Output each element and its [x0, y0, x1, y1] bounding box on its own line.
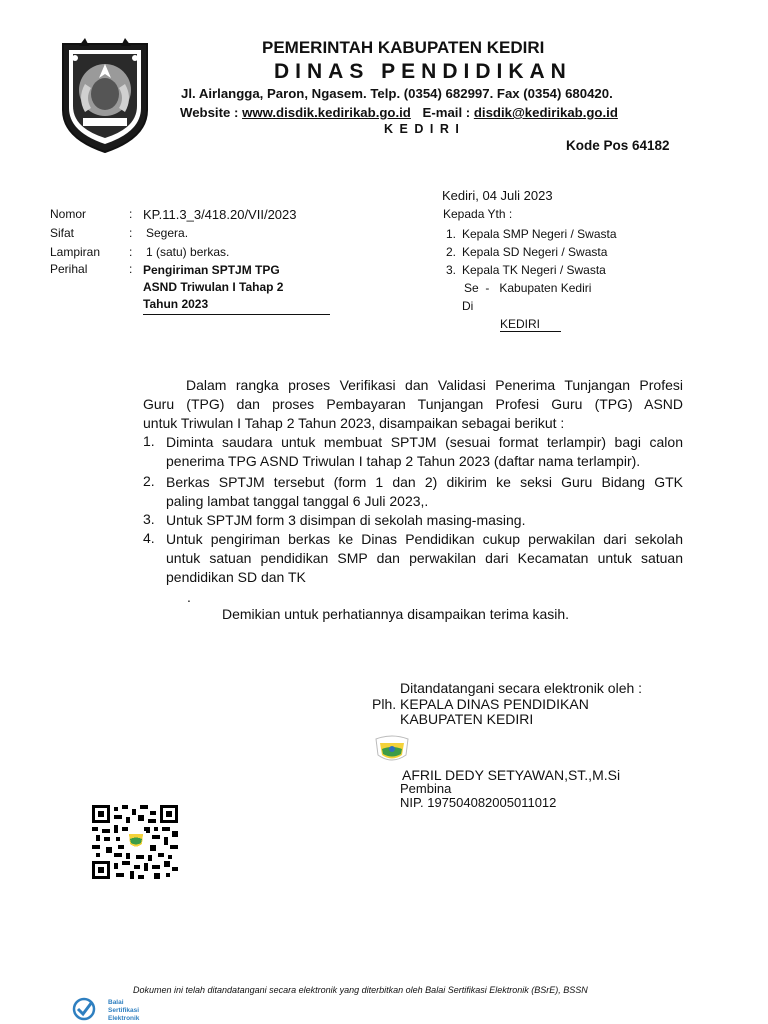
- sifat-label: Sifat: [50, 226, 75, 240]
- website-label: Website :: [180, 105, 239, 120]
- letter-date: Kediri, 04 Juli 2023: [442, 188, 553, 203]
- agency-address: Jl. Airlangga, Paron, Ngasem. Telp. (0354) 682997. Fax (0354) 680420.: [181, 86, 613, 101]
- signer-rank: Pembina: [400, 781, 452, 796]
- agency-name: DINAS PENDIDIKAN: [274, 60, 572, 83]
- item-num-3: 3.: [143, 511, 155, 527]
- government-name: PEMERINTAH KABUPATEN KEDIRI: [262, 38, 545, 57]
- sifat-value: Segera.: [146, 226, 189, 240]
- item-num-2: 2.: [143, 473, 155, 489]
- perihal-line-3: Tahun 2023: [143, 297, 209, 311]
- lampiran-value: 1 (satu) berkas.: [146, 245, 230, 259]
- perihal-colon: :: [129, 262, 133, 276]
- recipient-header: Kepada Yth :: [443, 207, 513, 221]
- perihal-line-1: Pengiriman SPTJM TPG: [143, 263, 280, 277]
- bsre-logo: [70, 993, 160, 1023]
- recipient-num-2: 2.: [446, 245, 457, 259]
- closing-sentence: Demikian untuk perhatiannya disampaikan terima kasih.: [222, 606, 570, 622]
- regency-emblem-logo: [55, 38, 155, 156]
- contact-line: [180, 105, 618, 120]
- intro-line-1: Dalam rangka proses Verifikasi dan Validasi Penerima Tunjangan Profesi: [186, 377, 683, 393]
- recipient-item-3: Kepala TK Negeri / Swasta: [462, 263, 606, 277]
- recipient-num-1: 1.: [446, 227, 457, 241]
- recipient-item-1: Kepala SMP Negeri / Swasta: [462, 227, 617, 241]
- signature-line-1: Ditandatangani secara elektronik oleh :: [400, 680, 643, 696]
- signer-nip: NIP. 197504082005011012: [400, 795, 557, 810]
- nomor-colon: :: [129, 207, 133, 221]
- bsre-logo-text-3: Elektronik: [108, 1015, 140, 1022]
- recipient-di: Di: [462, 299, 474, 313]
- intro-line-2: Guru (TPG) dan proses Pembayaran Tunjangan Profesi Guru (TPG) ASND: [143, 396, 683, 412]
- item-2-line-1: Berkas SPTJM tersebut (form 1 dan 2) dikirim ke seksi Guru Bidang GTK: [166, 474, 683, 490]
- bsre-logo-text-2: Sertifikasi: [108, 1007, 140, 1014]
- item-1-line-2: penerima TPG ASND Triwulan I tahap 2 Tahun 2023 (daftar nama terlampir).: [166, 453, 641, 469]
- item-3-line-1: Untuk SPTJM form 3 disimpan di sekolah masing-masing.: [166, 512, 526, 528]
- signature-line-3: KABUPATEN KEDIRI: [400, 711, 534, 727]
- lampiran-colon: :: [129, 245, 133, 259]
- item-4-line-3: pendidikan SD dan TK: [166, 569, 306, 585]
- perihal-line-2: ASND Triwulan I Tahap 2: [143, 280, 284, 294]
- recipient-item-2: Kepala SD Negeri / Swasta: [462, 245, 608, 259]
- email-link[interactable]: disdik@kedirikab.go.id: [473, 105, 618, 120]
- item-4-line-2: untuk satuan pendidikan SMP dan perwakilan dari Kecamatan untuk satuan: [166, 550, 683, 566]
- item-num-1: 1.: [143, 433, 155, 449]
- email-label: E-mail :: [422, 105, 471, 120]
- footer-note: Dokumen ini telah ditandatangani secara elektronik yang diterbitkan oleh Balai Sertifikasi Elektronik (BSrE), BSSN: [133, 985, 588, 995]
- item-1-line-1: Diminta saudara untuk membuat SPTJM (sesuai format terlampir) bagi calon: [166, 434, 683, 450]
- stray-dot: .: [187, 589, 191, 605]
- postal-code: Kode Pos 64182: [566, 138, 670, 153]
- intro-line-3: untuk Triwulan I Tahap 2 Tahun 2023, disampaikan sebagai berikut :: [143, 415, 565, 431]
- signer-name: AFRIL DEDY SETYAWAN,ST.,M.Si: [402, 767, 621, 783]
- sifat-colon: :: [129, 226, 133, 240]
- recipient-place: KEDIRI: [500, 317, 561, 332]
- item-2-line-2: paling lambat tanggal tanggal 6 Juli 2023,.: [166, 493, 429, 509]
- bsre-logo-text-1: Balai: [108, 999, 124, 1006]
- lampiran-label: Lampiran: [50, 245, 101, 259]
- perihal-value: [143, 262, 333, 313]
- nomor-label: Nomor: [50, 207, 87, 221]
- item-num-4: 4.: [143, 530, 155, 546]
- website-link[interactable]: www.disdik.kedirikab.go.id: [242, 105, 411, 120]
- letterhead-city: KEDIRI: [384, 122, 466, 136]
- qr-code[interactable]: [92, 805, 178, 879]
- item-4-line-1: Untuk pengiriman berkas ke Dinas Pendidikan cukup perwakilan dari sekolah: [166, 531, 683, 547]
- electronic-signature-emblem-icon: [372, 735, 412, 765]
- recipient-num-3: 3.: [446, 263, 457, 277]
- signature-line-2: Plh. KEPALA DINAS PENDIDIKAN: [372, 696, 589, 712]
- nomor-value: KP.11.3_3/418.20/VII/2023: [143, 207, 297, 222]
- perihal-underline: [143, 314, 330, 315]
- recipient-scope: Se - Kabupaten Kediri: [464, 281, 592, 295]
- perihal-label: Perihal: [50, 262, 88, 276]
